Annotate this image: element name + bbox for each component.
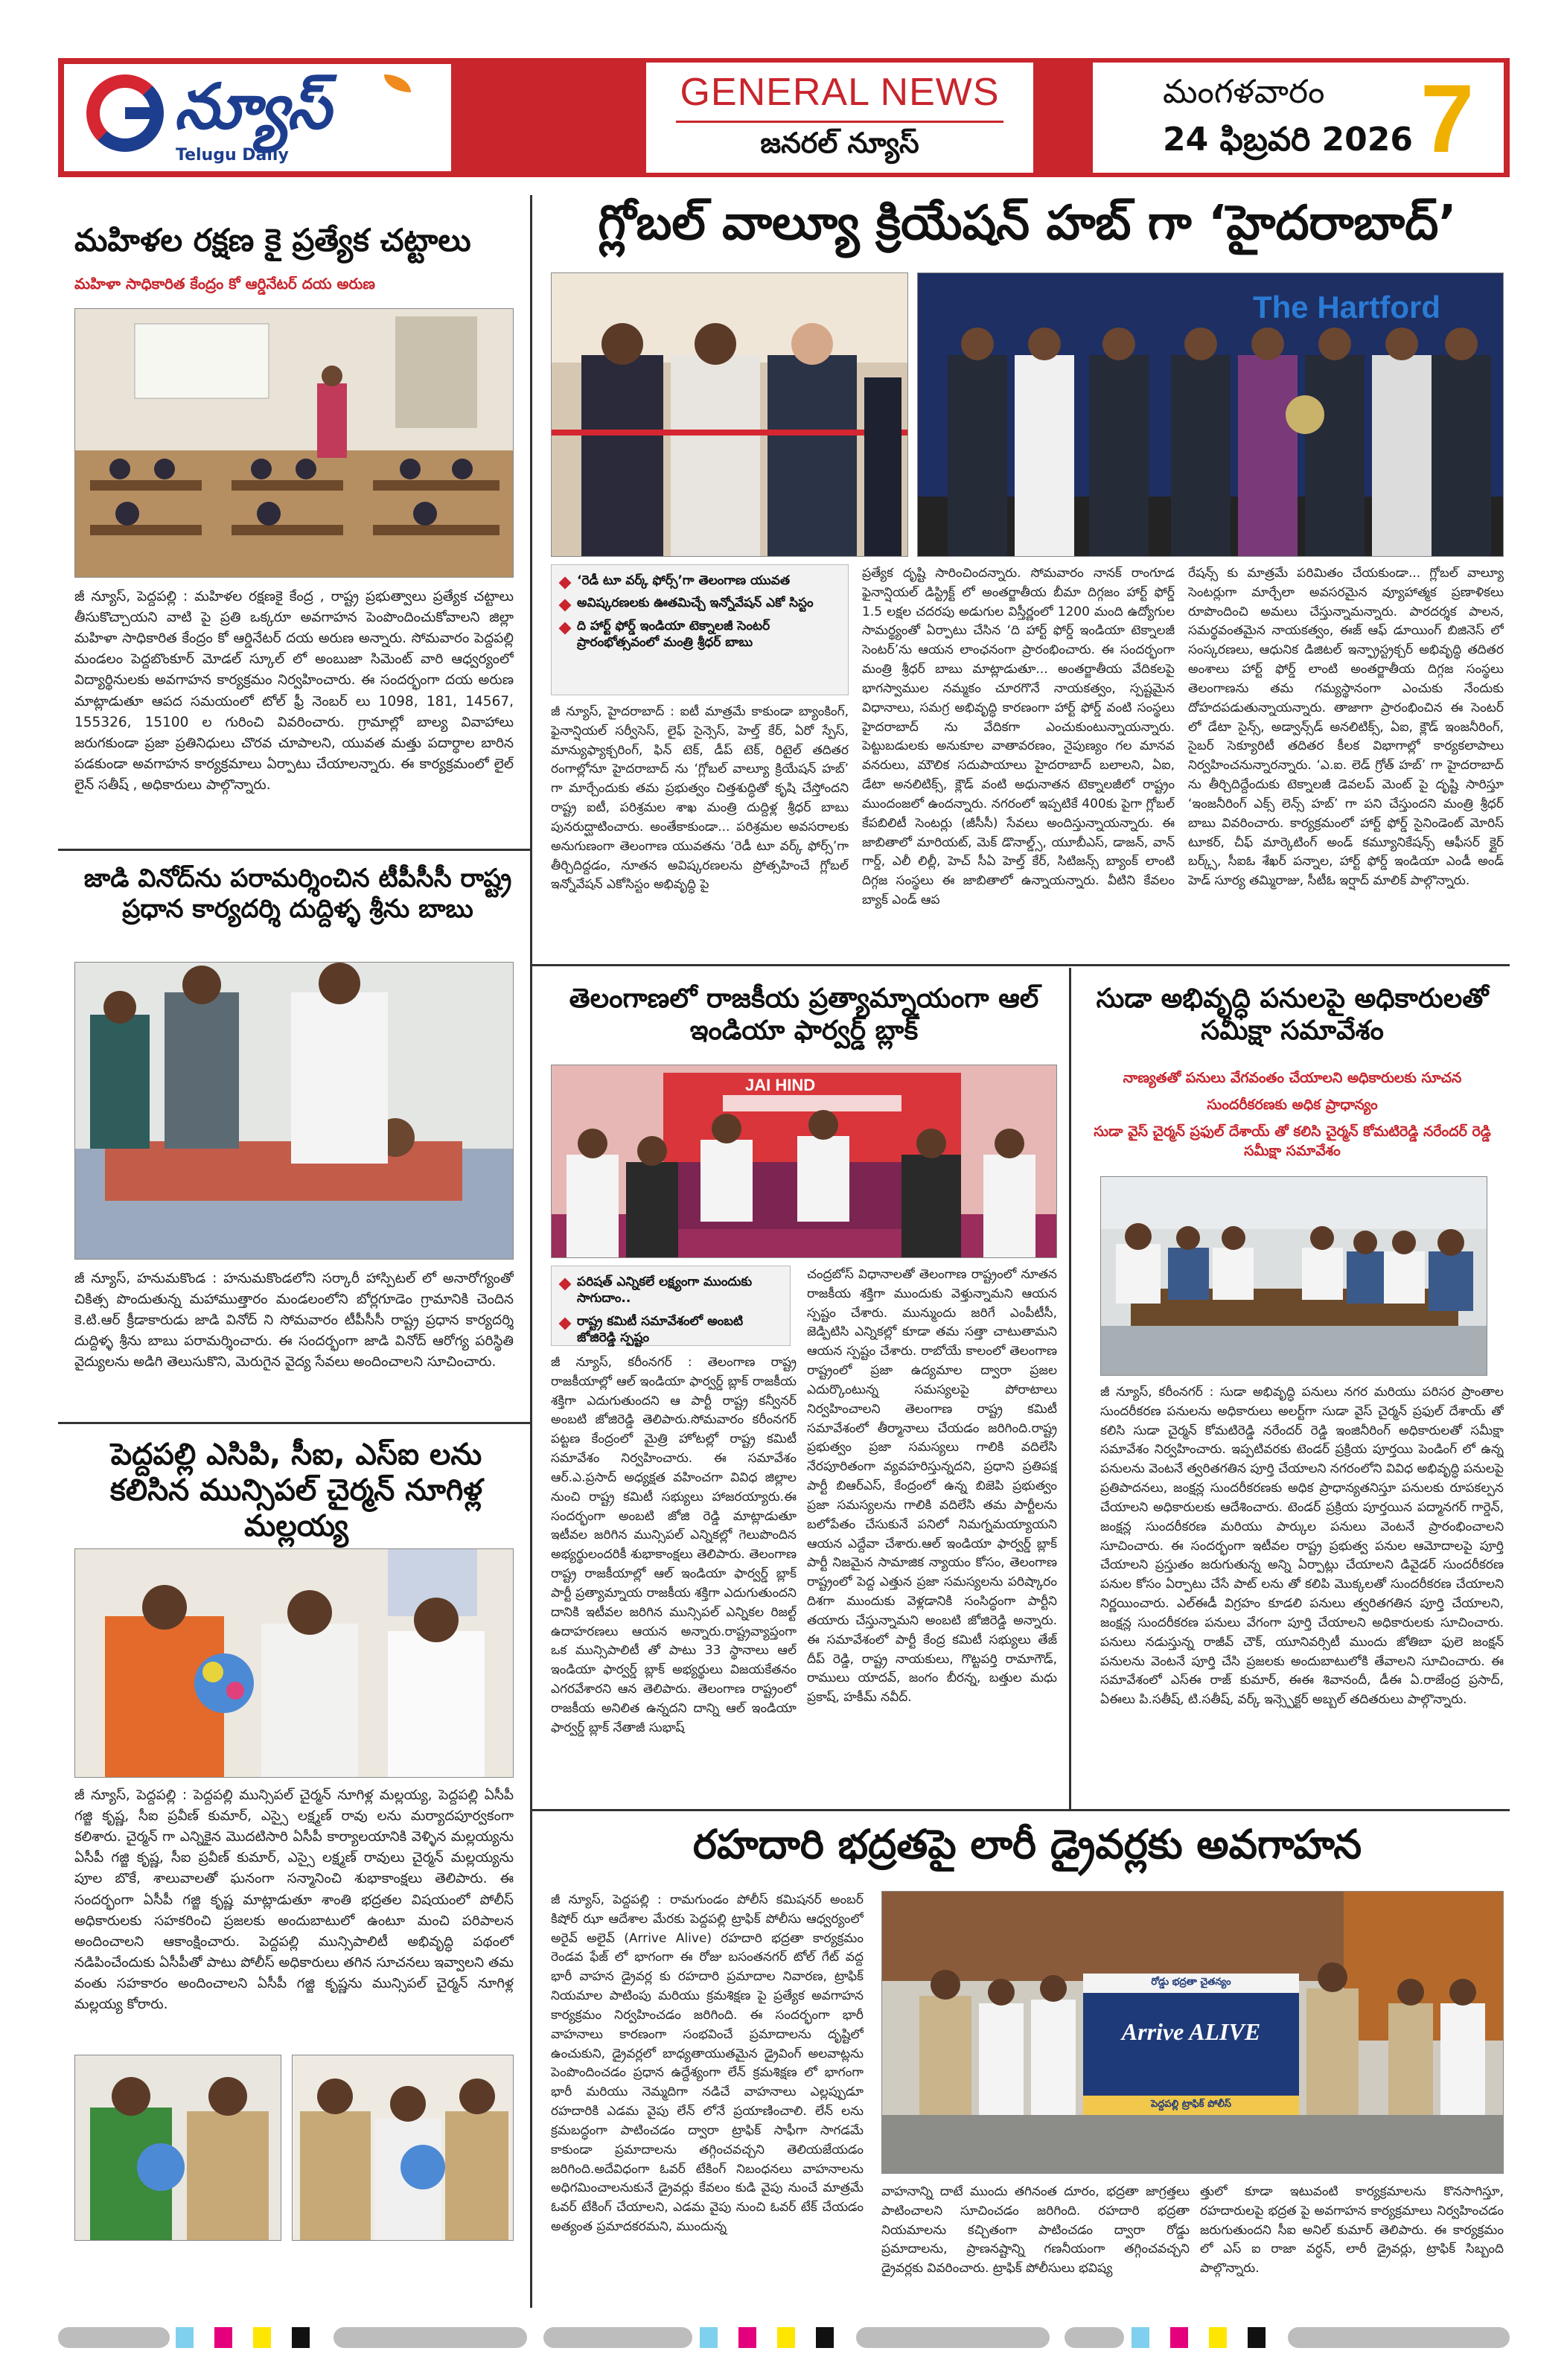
rule-hyderabad-bottom [530,964,1510,966]
registration-pill-4 [856,2327,1050,2348]
color-swatch [176,2327,194,2348]
brand-name: న్యూస్ [174,70,330,143]
hyderabad-bullet: ‘రెడీ టూ వర్క్ ఫోర్స్’గా తెలంగాణ యువత [561,572,840,589]
ribbon-cutting-scene [552,273,908,557]
color-swatch [234,2327,252,2348]
registration-pill-6 [1288,2327,1510,2348]
forward-body-col2: చంద్రబోస్ విధానాలతో తెలంగాణ రాష్ట్రంలో నూతన రాజకీయ శక్తిగా ముందుకు వెళ్తున్నామని ఆయన స్పష్టం చేశారు. మున్ముందు జరిగే ఎంపీటీసీ, జెడ్పిటిసి ఎన్నికల్లో కూడా తమ సత్తా చాటుతామని ఆయన స్పష్టం చేశారు. రాబోయే కాలంలో తెలంగాణ రాష్ట్రంలో ప్రజా ఉద్యమాల ద్వారా ప్రజల ఎదుర్కొంటున్న సమస్యలపై పోరాటాలు నిర్వహించాలని తెలంగాణ రాష్ట్ర కమిటీ సమావేశంలో తీర్మానాలు చేయడం జరిగింది.రాష్ట్ర ప్రభుత్వం ప్రజా సమస్యలు గాలికి వదిలేసి నేరపూరితంగా వ్యవహరిస్తున్నదని, ప్రధాని ప్రతిపక్ష పార్టీ బిఆర్ఎస్, కేంద్రంలో ఉన్న బిజెపి ప్రభుత్వం ప్రజా సమస్యలను గాలికి వదిలేసి తమ పార్టీలను బలోపేతం చేసుకునే పనిలో నిమగ్నమయ్యాయని ఆయన ఎద్దేవా చేశారు.ఆల్ ఇండియా ఫార్వర్డ్ బ్లాక్ పార్టీ నిజమైన సామాజిక న్యాయం కోసం, తెలంగాణ రాష్ట్రంలో పెద్ద ఎత్తున ప్రజా సమస్యలను పరిష్కారం దిశగా ముందుకు వెళ్లడానికి సంసిద్ధంగా పార్టీని తయారు చేస్తున్నామని అంబటి జోజిరెడ్డి అన్నారు. ఈ సమావేశంలో పార్టీ కేంద్ర కమిటీ సభ్యులు తేజ్ దీప్ రెడ్డి, రాష్ట్ర నాయకులు, గొట్టపర్తి రామాగౌడ్, రాములు యాదవ్, జంగం బీరన్న, బత్తుల మధు ప్రకాష్, హకీమ్ నవీద్. [807,1267,1057,1706]
hyderabad-body-col1: జీ న్యూస్, హైదరాబాద్ : ఐటీ మాత్రమే కాకుండా బ్యాంకింగ్, ఫైనాన్షియల్ సర్వీసెస్, లైఫ్ సైన్సెస్, హెల్త్ కేర్, ఏరో స్పేస్, మాన్యుఫ్యాక్చరింగ్, ఫిన్ టెక్, డీప్ టెక్, రిటైల్ తదితర రంగాల్లోనూ హైదరాబాద్ ను ‘గ్లోబల్ వాల్యూ క్రియేషన్ హబ్’ గా మార్చేందుకు తమ ప్రభుత్వం చిత్తశుద్ధితో కృషి చేస్తోందని రాష్ట్ర ఐటీ, పరిశ్రమల శాఖ మంత్రి దుద్దిళ్ల శ్రీధర్ బాబు పునరుద్ఘాటించారు. అంతేకాకుండా... పరిశ్రమల అవసరాలకు అనుగుణంగా తెలంగాణ యువతను ‘రెడీ టూ వర్క్ ఫోర్స్’గా తీర్చిదిద్దడం, నూతన అవిష్కరణలను ప్రోత్సహించే గ్లోబల్ ఇన్నోవేషన్ ఎకోసిస్టం అభివృద్ధి పై [551,704,849,893]
lorry-body-col2: వాహనాన్ని దాటే ముందు తగినంత దూరం, భద్రతా జాగ్రత్తలు పాటించాలని సూచించడం జరిగింది. రహదారి భద్రతా నియమాలను కచ్చితంగా పాటించడం ద్వారా రోడ్డు ప్రమాదాలను, ప్రాణనష్టాన్ని గణనీయంగా తగ్గించవచ్చని డ్రైవర్లకు వివరించారు. ట్రాఫిక్ పోలీసులు భవిష్య [881,2184,1190,2277]
suda-subhead-3: సుడా వైస్ చైర్మన్ ప్రఫుల్ దేశాయ్ తో కలిసి చైర్మన్ కోమటిరెడ్డి నరేందర్ రెడ్డి సమీక్షా సమావేశం [1094,1123,1491,1159]
color-swatch [1132,2327,1149,2348]
page-number: 7 [1420,64,1475,173]
srinu-body: జీ న్యూస్, హనుమకొండ : హనుమకొండలోని సర్కారీ హాస్పిటల్ లో అనారోగ్యంతో చికిత్స పొందుతున్న మహాముత్తారం మండలంలోని బోర్లగూడెం గ్రామానికి చెందిన కె.టి.ఆర్ క్రీడాకారుడు జాడి వినోద్ ని సోమవారం టీపీసీసీ రాష్ట్ర ప్రధాన కార్యదర్శి దుద్దిళ్ళ శ్రీను బాబు పరామర్శించారు. ఈ సందర్భంగా జాడి వినోద్ ఆరోగ్య పరిస్థితి వైద్యులను అడిగి తెలుసుకొని, మెరుగైన వైద్య సేవలు అందించాలని సూచించారు. [74,1271,514,1371]
srinu-photo [74,962,514,1260]
women-photo [74,308,514,578]
color-swatch [1190,2327,1207,2348]
color-swatch [214,2327,232,2348]
suda-subhead-1: నాణ్యతతో పనులు వేగవంతం చేయాలని అధికారులకు సూచన [1123,1070,1462,1086]
lorry-body-col3: త్తులో కూడా ఇటువంటి కార్యక్రమాలను కొనసాగిస్తూ, రహదారులపై భద్రత పై అవగాహన కార్యక్రమాలు నిర్వహించడం జరుగుతుందని సీఐ అనిల్ కుమార్ తెలిపారు. ఈ కార్యక్రమం లో ఎస్ ఐ రాజా వర్ధన్, లారీ డ్రైవర్లు, ట్రాఫిక్ సిబ్బంది పాల్గొన్నారు. [1200,2184,1504,2277]
weekday: మంగళవారం [1163,73,1325,111]
color-swatch [738,2327,756,2348]
hyderabad-headline: గ్లోబల్ వాల్యూ క్రియేషన్ హబ్ గా ‘హైదరాబాద్’ [598,196,1457,251]
logo-g-bar [125,107,162,119]
masthead [58,58,1510,177]
registration-pill-2 [333,2327,527,2348]
srinu-headline: జాడి వినోద్‌ను పరామర్శించిన టీపీసీసీ రాష్ట్ర ప్రధాన కార్యదర్శి దుద్దిళ్ళ శ్రీను బాబు [83,864,512,924]
lorry-banner-slogan: Arrive ALIVE [1121,2018,1261,2045]
color-swatch [777,2327,795,2348]
registration-pill-5 [1065,2327,1124,2348]
section-title-english: GENERAL NEWS [680,71,1000,114]
color-swatch [700,2327,718,2348]
suda-body: జీ న్యూస్, కరీంనగర్ : సుడా అభివృద్ధి పనులు నగర మరియు పరిసర ప్రాంతాల సుందరీకరణ పనులను అధికారులు అలర్ట్‌గా సుడా వైస్ చైర్మన్ ప్రఫుల్ దేశాయ్ తో కలిసి సుడా చైర్మన్ కోమటిరెడ్డి నరేందర్ రెడ్డి ఇంజినీరింగ్ అధికారులతో సమీక్షా సమావేశం నిర్వహించారు. ఇప్పటివరకు టెండర్ ప్రక్రియ పూర్తయి పెండింగ్ లో ఉన్న పనులను వెంటనే త్వరితగతిన పూర్తి చేయాలని నగరంలోని వివిధ అభివృద్ధి పనులపై ప్రతిపాదనలు, జంక్షన్ల సుందరీకరణకు అధిక ప్రాధాన్యతనిస్తూ పనులకు రూపకల్పన చేయాలని అధికారులకు ఆదేశించారు. టెండర్ ప్రక్రియ పూర్తయిన పద్మానగర్ గార్డెన్, జంక్షన్ల సుందరీకరణ మరియు పార్కుల పనులు వెంటనే ప్రారంభించాలని సూచించారు. ఈ సందర్భంగా ఇటీవల రాష్ట్ర ప్రభుత్వ పనుల ఆమోదాలపై పూర్తి చేయాలని ప్రస్తుతం జరుగుతున్న అన్ని ఏర్పాట్లు చేయాలని డివైడర్ సుందరీకరణ పనుల కోసం ఏర్పాటు చేసే పాట్ లను తో కలిపి మొక్కలతో సుందరీకరణ చేయాలని నిర్ణయించారు. ఎల్ఈడీ విగ్రహం కూడలి పనులు త్వరితగతిన పూర్తి చేయాలని, జంక్షన్ల సుందరీకరణ పనులు వేగంగా పూర్తి చేయాలని అధికారులకు సూచించారు. పనులు నడుస్తున్న రాజీవ్ చౌక్, యూనివర్సిటీ ముందు జోతిబా ఫులె జంక్షన్ పనులను వెంటనే పూర్తి చేసి ప్రజలకు అందుబాటులోకి తేవాలని సూచించారు. ఈ సమావేశంలో ఎస్ఈ రాజ్ కుమార్, ఈఈ శివానందీ, డీఈ ఏ.రాజేంద్ర ప్రసాద్, ఏఈలు పి.సతీష్, టి.సతీష్, వర్క్ ఇన్స్పెక్టర్ అబ్బల్ తదితరులు పాల్గొన్నారు. [1100,1385,1504,1708]
rule-forward-bottom [530,1809,1510,1811]
date-box [1093,63,1504,173]
forward-bullet: రాష్ట్ర కమిటీ సమావేశంలో అంబటి జోజిరెడ్డి స్పష్టం [561,1313,782,1347]
classroom-scene [75,309,514,578]
lorry-photo [881,1891,1504,2174]
suda-photo [1100,1176,1487,1376]
forward-photo [551,1065,1057,1258]
forward-body-col1: జీ న్యూస్, కరీంనగర్ : తెలంగాణ రాష్ట్ర రాజకీయాల్లో ఆల్ ఇండియా ఫార్వర్డ్ బ్లాక్ రాజకీయ శక్తిగా ఎదుగుతుందని ఆ పార్టీ రాష్ట్ర కన్వీనర్ అంబటి జోజిరెడ్డి తెలిపారు.సోమవారం కరీంనగర్ పట్టణ కేంద్రంలో మైత్రి హోటల్లో రాష్ట్ర కమిటీ సమావేశం నిర్వహించారు. ఈ సమావేశం ఆర్.ఎ.ప్రసాద్ అధ్యక్షత వహించగా వివిధ జిల్లాల నుంచి రాష్ట్ర కమిటీ సభ్యులు హాజరయ్యారు.ఈ సందర్భంగా అంబటి జోజి రెడ్డి మాట్లాడుతూ ఇటీవల జరిగిన మున్సిపల్ ఎన్నికల్లో గెలుపొందిన అభ్యర్థులందరికీ శుభాకాంక్షలు తెలిపారు. తెలంగాణ రాష్ట్ర రాజకీయాల్లో ఆల్ ఇండియా ఫార్వర్డ్ బ్లాక్ పార్టీ ప్రత్యామ్నాయ రాజకీయ శక్తిగా ఎదుగుతుందని దానికి ఇటీవల జరిగిన మున్సిపల్ ఎన్నికల రిజల్ట్ ఉదాహరణలు ఆయన అన్నారు.రాష్ట్రవ్యాప్తంగా ఒక మున్సిపాలిటీ తో పాటు 33 స్థానాలు ఆల్ ఇండియా ఫార్వర్డ్ బ్లాక్ అభ్యర్థులు విజయకేతనం ఎగరవేశారని ఆన తెలిపారు. తెలంగాణ రాష్ట్రంలో రాజకీయ అనిలిత ఉన్నదని దాన్ని ఆల్ ఇండియా ఫార్వర్డ్ బ్లాక్ నేతాజీ సుభాష్ [551,1355,797,1735]
suda-subhead-2: సుందరీకరణకు అధిక ప్రాధాన్యం [1207,1097,1378,1113]
rule-srinu-bottom [58,1422,530,1424]
women-subhead: మహిళా సాధికారిత కేంద్రం కో ఆర్డినేటర్ దయ అరుణ [74,275,375,293]
registration-pill-1 [58,2327,170,2348]
hyderabad-bullet: అవిష్కరణలకు ఊతమిచ్చే ఇన్నోవేషన్ ఎకో సిస్టం [561,595,840,611]
leaf-icon [384,74,411,92]
hyderabad-bullets [551,564,849,695]
felicitation-scene [75,1549,514,1778]
hyderabad-body-col2: ప్రత్యేక దృష్టి సారించిందన్నారు. సోమవారం నానక్ రాంగూడ ఫైనాన్షియల్ డిస్ట్రిక్ట్ లో అంతర్జాతీయ బీమా దిగ్గజం హార్ట్ ఫోర్డ్ 1.5 లక్షల చదరపు అడుగుల విస్తీర్ణంలో 1200 మంది ఉద్యోగుల సామర్థ్యంతో ఏర్పాటు చేసిన ‘ది హార్ట్ ఫోర్డ్ ఇండియా టెక్నాలజీ సెంటర్’ను ఆయన లాంఛనంగా ప్రారంభించారు. ఈ సందర్భంగా మంత్రి శ్రీధర్ బాబు మాట్లాడుతూ... అంతర్జాతీయ వేదికలపై భాగస్వాముల నమ్మకం చూరగొనే నాయకత్వం, స్పష్టమైన విధానాలు, సమగ్ర అభివృద్ధి కారణంగా హార్ట్ ఫోర్డ్ వంటి సంస్థలు హైదరాబాద్ ను వేదికగా ఎంచుకుంటున్నాయన్నారు. పెట్టుబడులకు అనుకూల వాతావరణం, నైపుణ్యం గల మానవ వనరులు, మౌలిక సదుపాయాలు హైదరాబాద్ బలాలని, ఏఐ, డేటా అనలిటిక్స్, క్లౌడ్ వంటి అధునాతన టెక్నాలజీలో రాష్ట్రం ముందంజలో ఉందన్నారు. నగరంలో ఇప్పటికే 400కు పైగా గ్లోబల్ కేపబిలిటీ సెంటర్లు (జీసీసీ) సేవలు అందిస్తున్నాయన్నారు. ఈ జాబితాలో మారియట్, మెక్ డొనాల్డ్స్, యూబీఎస్, డాజన్, వాన్ గార్డ్, ఎలీ లిల్లీ, హెచ్ సీఏ హెల్త్ కేర్, సిటిజన్స్ బ్యాంక్ లాంటి దిగ్గజ సంస్థలు ఈ జాబితాలో ఉన్నాయన్నారు. వీటిని కేవలం బ్యాక్ ఎండ్ ఆప [862,566,1175,908]
brand-logo [64,64,451,171]
women-body: జీ న్యూస్, పెద్దపల్లి : మహిళల రక్షణకై కేంద్ర , రాష్ట్ర ప్రభుత్వాలు ప్రత్యేక చట్టాలు తీసుకొచ్చాయని వాటి పై ప్రతి ఒక్కరూ అవగాహన పెంపొందించుకోవాలని జిల్లా మహిళా సాధికారిత కేంద్రం కో ఆర్డినేటర్ దయ అరుణ అన్నారు. సోమవారం పెద్దపల్లి మండలం పెద్దబొంకూర్ మోడల్ స్కూల్ లో అంబుజా సిమెంట్ వారి ఆధ్వర్యంలో విద్యార్థినులకు అవగాహన కార్యక్రమం నిర్వహించారు. ఈ సందర్భంగా దయ అరుణ మాట్లాడుతూ ఆపద సమయంలో టోల్ ఫ్రీ నెంబర్ లు 1098, 181, 14567, 155326, 15100 ల గురించి వివరించారు. గ్రామాల్లో బాల్య వివాహాలు జరుగకుండా ప్రజా ప్రతినిధులు చొరవ చూపాలని, యువత మత్తు పదార్థాల బారిన పడకుండా అవగాహన కార్యక్రమాలు ఏర్పాటు చేయాలన్నారు. ఈ కార్యక్రమంలో లైల్ లైన్ సతీష్ , అధికారులు పాల్గొన్నారు. [74,589,514,793]
women-headline: మహిళల రక్షణ కై ప్రత్యేక చట్టాలు [74,222,471,258]
section-title-box [646,63,1033,173]
hospital-scene [75,963,514,1260]
lorry-banner-footer: పెద్దపల్లి ట్రాఫిక్ పోలీస్ [1151,2099,1231,2110]
review-meeting-scene [1101,1177,1487,1376]
police-photo-left [75,2055,281,2241]
color-swatch [195,2327,213,2348]
hyderabad-photo-inauguration [551,272,908,557]
section-title-telugu: జనరల్ న్యూస్ [760,127,919,159]
color-swatch [797,2327,814,2348]
column-rule-mid [1069,968,1071,1809]
color-swatch [1228,2327,1246,2348]
mallaiah-photo-main [74,1548,514,1778]
color-swatch [292,2327,310,2348]
mallaiah-photo-right [292,2055,514,2241]
color-swatch [253,2327,271,2348]
lorry-banner-title: రోడ్డు భద్రతా చైతన్యం [1151,1977,1231,1988]
issue-date: 24 ఫిబ్రవరి 2026 [1163,121,1413,159]
mallaiah-headline: పెద్దపల్లి ఎసిపి, సీఐ, ఎస్ఐ లను కలిసిన మున్సిపల్ చైర్మన్ నూగిళ్ల మల్లయ్య [109,1438,483,1543]
police-photo-right [293,2055,514,2241]
forward-headline: తెలంగాణలో రాజకీయ ప్రత్యామ్నాయంగా ఆల్ ఇండియా ఫార్వర్డ్ బ్లాక్ [569,983,1039,1047]
lorry-body-col1: జీ న్యూస్, పెద్దపల్లి : రామగుండం పోలీస్ కమిషనర్ అంబర్ కిషోర్ ఝా ఆదేశాల మేరకు పెద్దపల్లి ట్రాఫిక్ పోలీసు ఆధ్వర్యంలో అరైవ్ అలైవ్ (Arrive Alive) రహదారి భద్రతా కార్యక్రమం రెండవ ఫేజ్ లో భాగంగా ఈ రోజు బసంతనగర్ టోల్ గేట్ వద్ద భారీ వాహన డ్రైవర్ల కు రహదారి ప్రమాదాల నివారణ, ట్రాఫిక్ నియమాల పాటింపు మరియు క్రమశిక్షణ పై ప్రత్యేక అవగాహన కార్యక్రమం నిర్వహించడం జరిగింది. ఈ సందర్భంగా భారీ వాహనాలు కారణంగా సంభవించే ప్రమాదాలను దృష్టిలో ఉంచుకుని, డ్రైవర్లలో బాధ్యతాయుతమైన డ్రైవింగ్ అలవాట్లను పెంపొందించడం ప్రధాన ఉద్దేశ్యంగా లేన్ క్రమశిక్షణ లో భాగంగా భారీ మరియు నెమ్మదిగా నడిచే వాహనాలు ఎల్లప్పుడూ రహదారికి ఎడమ వైపు లేన్ లోనే ప్రయాణించాలి. లేన్ లను క్రమబద్ధంగా పాటించడం ద్వారా ట్రాఫిక్ సాఫీగా సాగడమే కాకుండా ప్రమాదాలను తగ్గించవచ్చని తెలియజేయడం జరిగింది.అదేవిధంగా ఓవర్ టేకింగ్ నిబంధనలు వాహనాలను అధిగమించాలనుకునే డ్రైవర్లు కేవలం కుడి వైపు నుంచే మాత్రమే ఓవర్ టేకింగ్ చేయాలని, ఎడమ వైపు నుంచి ఓవర్ టేక్ చేయడం అత్యంత ప్రమాదకరమని, ముందున్న [551,1892,864,2235]
color-swatch [1209,2327,1227,2348]
brand-subtitle: Telugu Daily [176,146,289,165]
forward-bullet: పరిషత్ ఎన్నికలే లక్ష్యంగా ముందుకు సాగుదాం.. [561,1274,782,1307]
forward-bullets [551,1266,791,1346]
color-swatch [272,2327,290,2348]
forward-banner-text: JAI HIND [745,1076,816,1094]
color-swatch [758,2327,776,2348]
color-swatch [816,2327,834,2348]
color-swatch [1151,2327,1169,2348]
mallaiah-body: జీ న్యూస్, పెద్దపల్లి : పెద్దపల్లి మున్సిపల్ చైర్మన్ నూగిళ్ల మల్లయ్య, పెద్దపల్లి ఏసీపీ గజ్జి కృష్ణ, సీఐ ప్రవీణ్ కుమార్, ఎస్సై లక్ష్మణ్ రావు లను మర్యాదపూర్వకంగా కలిశారు. చైర్మన్ గా ఎన్నికైన మొదటిసారి ఏసీపీ కార్యాలయానికి వెళ్ళిన మల్లయ్యను ఏసీపీ గజ్జి కృష్ణ, సీఐ ప్రవీణ్ కుమార్, ఎస్సై లక్ష్మణ్ రావులు చైర్మన్ మల్లయ్యను పూల బొకే, శాలువాలతో ఘనంగా సన్మానించి శుభాకాంక్షలు తెలిపారు. ఈ సందర్భంగా ఏసీపీ గజ్జి కృష్ణ మాట్లాడుతూ శాంతి భద్రతల విషయంలో పోలీస్ అధికారులకు సహకరించి ప్రజలకు అందుబాటులో ఉంటూ మంచి పరిపాలన అందించాలని ఆకాంక్షించారు. పెద్దపల్లి మున్సిపాలిటీ అభివృద్ధి పథంలో నడిపించేందుకు ఏసీపీతో పాటు పోలీస్ అధికారులు తగిన సూచనలు ఇవ్వాలని తమ వంతు సహకారం అందించాలని ఏసీపీ గజ్జి కృష్ణను మున్సిపల్ చైర్మన్ నూగిళ్ల మల్లయ్య కోరారు. [74,1787,514,2013]
hyderabad-body-col3: రేషన్స్ కు మాత్రమే పరిమితం చేయకుండా... గ్లోబల్ వాల్యూ సెంటర్లుగా మార్చేలా అవసరమైన వ్యూహాత్మక ప్రణాళికలు రూపొందించి అమలు చేస్తున్నామన్నారు. పారదర్శక పాలన, సమర్థవంతమైన నాయకత్వం, ఈజ్ ఆఫ్ డూయింగ్ బిజినెస్ లో సంస్కరణలు, ఆధునిక డిజిటల్ ఇన్ఫ్రాస్ట్రక్చర్ అభివృద్ధి తదితర అంశాలు హార్ట్ ఫోర్డ్ లాంటి అంతర్జాతీయ దిగ్గజ సంస్థలు తెలంగాణను తమ గమ్యస్థానంగా ఎంచుకు నేందుకు దోహదపడుతున్నాయన్నారు. తాజాగా ప్రారంభించిన ఈ సెంటర్ లో డేటా సైన్స్, అడ్వాన్స్‌డ్ అనలిటిక్స్, ఏఐ, క్లౌడ్ ఇంజనీరింగ్, సైబర్ సెక్యూరిటీ తదితర కీలక విభాగాల్లో కార్యకలాపాలు నిర్వహించనున్నారన్నారు. ‘ఎ.ఐ. లెడ్ గ్రోత్ హబ్’ గా హైదరాబాద్ ను తీర్చిదిద్దేందుకు టెక్నాలజీ డెవలప్ మెంట్ పై దృష్టి సారిస్తూ ‘ఇంజనీరింగ్ ఎక్స్ లెన్స్ హబ్’ గా పని చేస్తుందని మంత్రి శ్రీధర్ బాబు వివరించారు. కార్యక్రమంలో హార్ట్ ఫోర్డ్ సైనిండెంట్ మోరిస్ టూకర్, చీఫ్ మార్కెటింగ్ అండ్ కమ్యూనికేషన్స్ ఆఫీసర్ క్లైర్ బర్క్స్, సీఐఓ శేఖర్ పన్నాల, హార్ట్ ఫోర్డ్ ఇండియా ఎండీ అండ్ హెడ్ సూర్య తమ్మిరాజు, సీటీఓ ఇర్షాద్ మాలిక్ పాల్గొన్నారు. [1188,566,1504,889]
hyderabad-photo-sign: The Hartford [1253,290,1440,325]
section-divider [676,121,1003,123]
color-swatch [1170,2327,1188,2348]
hyderabad-bullet: ది హార్ట్ ఫోర్డ్ ఇండియా టెక్నాలజీ సెంటర్ ప్రారంభోత్సవంలో మంత్రి శ్రీధర్ బాబు [561,618,840,651]
registration-pill-3 [543,2327,692,2348]
column-rule-left [530,195,532,2308]
color-swatch [1248,2327,1266,2348]
mallaiah-photo-left [74,2055,281,2241]
hyderabad-photo-group [917,272,1504,557]
suda-headline: సుడా అభివృద్ధి పనులపై అధికారులతో సమీక్షా సమావేశం [1096,983,1489,1047]
color-swatch [719,2327,737,2348]
lorry-headline: రహదారి భద్రతపై లారీ డ్రైవర్లకు అవగాహన [692,1821,1362,1868]
rule-women-bottom [58,849,530,851]
